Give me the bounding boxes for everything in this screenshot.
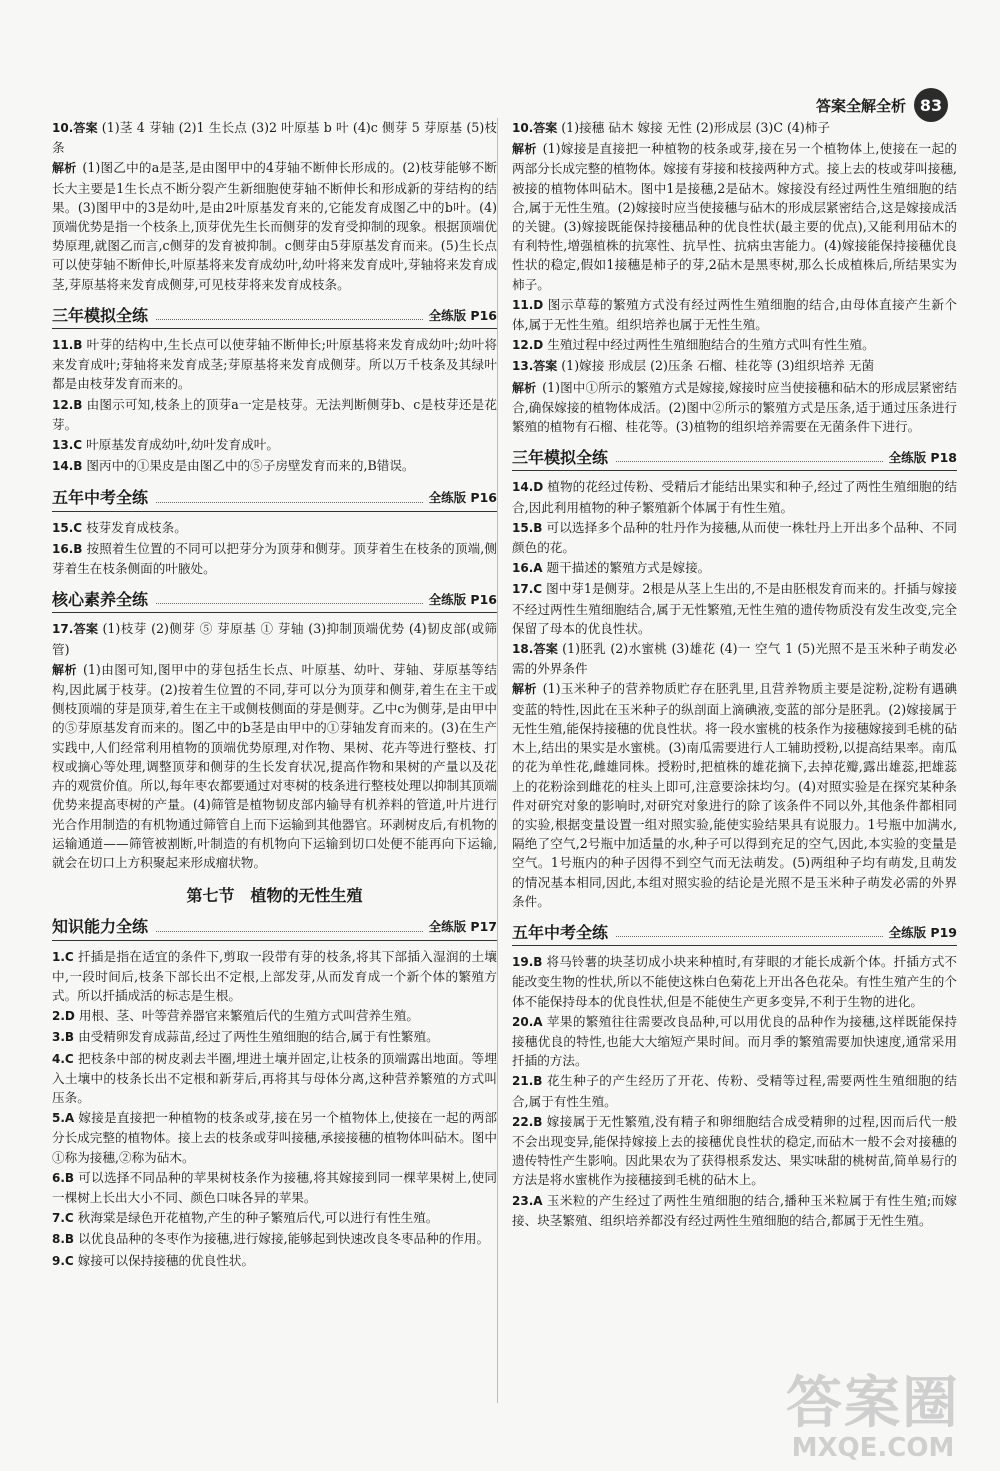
answer-text: (1)嫁接是直接把一种植物的枝条或芽,接在另一个植物体上,使接在一起的两部分长成完整的植物体。嫁接有芽接和枝接两种方式。接上去的枝或芽叫接穗,被接的植物体叫砧木。图中1是接穗,2是砧木。嫁接没有经过两性生殖细胞的结合,属于无性生殖。(2)嫁接时应当使接穗与砧木的形成层紧密结合,这是嫁接成活的关键。(3)嫁接既能保持接穗品种的优良性状(最主要的优点),又能利用砧木的有利特性,增强植株的抗寒性、抗旱性、抗病虫害能力。(4)嫁接能保持接穗优良性状的稳定,假如1接穗是柿子的芽,2砧木是黑枣树,那么长成植株后,所结果实为柿子。 — [512, 141, 957, 292]
right-column — [512, 118, 957, 1231]
answer-number: 20.A — [512, 1014, 543, 1029]
answer-text: 枝芽发育成枝条。 — [86, 519, 187, 535]
answer-entry — [512, 518, 957, 557]
answer-entry — [52, 395, 497, 434]
answer-entry — [512, 1112, 957, 1190]
answer-text: 叶芽的结构中,生长点可以使芽轴不断伸长;叶原基将来发育成幼叶;幼叶将来发育成叶;芽轴将来发育成茎;芽原基将来发育成侧芽。所以万千枝条及其绿叶都是由枝芽发育而来的。 — [52, 337, 497, 392]
answer-number: 2.D — [52, 1009, 75, 1024]
answer-text: 用根、茎、叶等营养器官来繁殖后代的生殖方式叫营养生殖。 — [78, 1008, 419, 1024]
section-title: 三年模拟全练 — [512, 448, 609, 468]
answer-text: 以优良品种的冬枣作为接穗,进行嫁接,能够起到快速改良冬枣品种的作用。 — [78, 1231, 490, 1247]
answer-text: 叶原基发育成幼叶,幼叶发育成叶。 — [86, 437, 279, 453]
section-header — [52, 488, 497, 511]
explanation — [512, 139, 957, 294]
answer-text: 嫁接属于无性繁殖,没有精子和卵细胞结合成受精卵的过程,因而后代一般不会出现变异,能保持嫁接上去的接穗优良性状的稳定,而砧木一般不会对接穗的遗传特性产生影响。因此果农为了获得根系发达、果实味甜的桃树苗,简单易行的方法是将水蜜桃作为接穗接到毛桃的砧木上。 — [512, 1113, 957, 1188]
explanation — [512, 378, 957, 437]
answer-entry — [52, 335, 497, 394]
section-ref: 全练版 P19 — [888, 924, 957, 940]
answer-number: 1.C — [52, 949, 74, 964]
answer-text: (1)玉米种子的营养物质贮存在胚乳里,且营养物质主要是淀粉,淀粉有遇碘变蓝的特性,因此在玉米种子的纵剖面上滴碘液,变蓝的部分是胚乳。(2)嫁接属于无性生殖,能保持接穗的优良性状。将一段水蜜桃的枝条作为接穗嫁接到毛桃的砧木上,结出的果实是水蜜桃。(3)南瓜需要进行人工辅助授粉,以提高结果率。南瓜的花为单性花,雌雄同株。授粉时,把植株的雄花摘下,去掉花瓣,露出雄蕊,把雄蕊上的花粉涂到雌花的柱头上即可,注意要涂抹均匀。(4)对照实验是在探究某种条件对研究对象的影响时,对研究对象进行的除了该条件不同以外,其他条件都相同的实验,根据变量设置一组对照实验,能使实验结果具有说服力。1号瓶中加满水,隔绝了空气,2号瓶中加适量的水,种子可以得到充足的空气,因此,本实验的变量是空气。1号瓶内的种子因得不到空气而无法萌发。(5)两组种子均有萌发,且萌发的情况基本相同,因此,本组对照实验的结论是光照不是玉米种子萌发必需的外界条件。 — [512, 681, 957, 909]
answer-number: 15.C — [52, 520, 83, 535]
answer-text: 把枝条中部的树皮剥去半圈,埋进土壤并固定,让枝条的顶端露出地面。等埋入土壤中的枝条长出不定根和新芽后,再将其与母体分离,这种营养繁殖的方式叫压条。 — [52, 1050, 497, 1105]
answer-number: 18.答案 — [512, 642, 559, 657]
answer-number: 5.A — [52, 1111, 75, 1126]
right-block2 — [512, 295, 957, 436]
section-ref: 全练版 P16 — [428, 307, 497, 323]
answer-entry — [52, 1049, 497, 1108]
answer-text: (1)接穗 砧木 嫁接 无性 (2)形成层 (3)C (4)柿子 — [561, 120, 830, 135]
explanation-label: 解析 — [512, 142, 537, 157]
answer-entry — [52, 1229, 497, 1249]
answer-number: 22.B — [512, 1114, 543, 1129]
answer-number: 10.答案 — [512, 121, 558, 135]
section-ref: 全练版 P16 — [428, 592, 497, 608]
dotted-leader — [156, 603, 423, 604]
answer-text: (1)枝芽 (2)侧芽 ⑤ 芽原基 ① 芽轴 (3)抑制顶端优势 (4)韧皮部(或筛管) — [52, 621, 498, 657]
answer-number: 23.A — [512, 1193, 543, 1208]
right-block3 — [512, 477, 957, 910]
right-block4 — [512, 952, 957, 1230]
answer-entry — [512, 295, 957, 334]
answer-text: 图示草莓的繁殖方式没有经过两性生殖细胞的结合,由母体直接产生新个体,属于无性生殖。组织培养也属于无性生殖。 — [512, 296, 957, 333]
section-title: 三年模拟全练 — [52, 305, 149, 325]
answer-entry — [52, 1027, 497, 1047]
answer-number: 6.B — [52, 1170, 75, 1185]
section-header — [52, 306, 497, 329]
answer-number: 15.B — [512, 520, 543, 535]
answer-entry — [52, 539, 497, 578]
answer-text: 苹果的繁殖往往需要改良品种,可以用优良的品种作为接穗,这样既能保持接穗优良的特性,也能大大缩短产果时间。而月季的繁殖需要加快速度,通常采用扦插的方法。 — [512, 1013, 957, 1069]
section-ref: 全练版 P17 — [428, 919, 497, 935]
answer-number: 10.答案 — [52, 121, 98, 135]
answer-number: 9.C — [52, 1253, 74, 1268]
watermark-logo: 答案圈 — [786, 1371, 960, 1436]
answer-text: 植物的花经过传粉、受精后才能结出果实和种子,经过了两性生殖细胞的结合,因此利用植物的种子繁殖新个体属于有性生殖。 — [512, 479, 957, 515]
column-divider — [497, 118, 498, 1403]
section-title: 知识能力全练 — [52, 917, 149, 937]
answer-number: 14.D — [512, 480, 544, 495]
left-block1 — [52, 118, 497, 294]
answer-entry — [52, 1006, 497, 1026]
section-ref: 全练版 P18 — [888, 450, 957, 466]
answer-entry — [52, 518, 497, 538]
answer-entry — [512, 639, 957, 678]
explanation-label: 解析 — [512, 682, 537, 697]
site-watermark — [786, 1359, 960, 1463]
explanation — [52, 660, 497, 872]
answer-number: 17.答案 — [52, 622, 99, 637]
dotted-leader — [156, 931, 423, 932]
section-title: 核心素养全练 — [52, 590, 149, 610]
answer-text: 秋海棠是绿色开花植物,产生的种子繁殖后代,可以进行有性生殖。 — [77, 1210, 439, 1226]
answer-text: 由受精卵发育成蒜苗,经过了两性生殖细胞的结合,属于有性繁殖。 — [78, 1029, 439, 1045]
explanation-label: 解析 — [52, 161, 77, 176]
answer-text: (1)图乙中的a是茎,是由图甲中的4芽轴不断伸长形成的。(2)枝芽能够不断长大主要是1生长点不断分裂产生新细胞使芽轴不断伸长和形成新的芽结构的结果。(3)图甲中的3是幼叶,是由2叶原基发育来的,它能发育成图乙中的b叶。(4)顶端优势是指一个枝条上,顶芽优先生长而侧芽的发育受抑制的现象。根据顶端优势原理,就图乙而言,c侧芽的发育被抑制。c侧芽由5芽原基发育而来。(5)生长点可以使芽轴不断伸长,叶原基将来发育成幼叶,幼叶将来发育成叶,芽轴将来发育成茎,芽原基将来发育成侧芽,可见枝芽将来发育成枝条。 — [52, 160, 497, 292]
dotted-leader — [616, 461, 883, 462]
answer-entry — [52, 619, 497, 658]
answer-text: 可以选择多个品种的牡丹作为接穗,从而使一株牡丹上开出多个品种、不同颜色的花。 — [512, 519, 957, 556]
answer-entry — [52, 947, 497, 1006]
explanation — [512, 679, 957, 910]
answer-number: 8.B — [52, 1232, 75, 1247]
explanation — [52, 158, 497, 293]
answer-number: 12.D — [512, 338, 544, 353]
answer-number: 19.B — [512, 955, 543, 970]
answer-text: 将马铃薯的块茎切成小块来种植时,有芽眼的才能长成新个体。扦插方式不能改变生物的性状,所以不能使这株白色菊花上开出各色花朵。有性生殖产生的个体不能保持母本的优良性状,但是不能使生产更多变异,不利于生物的进化。 — [512, 954, 957, 1009]
section-ref: 全练版 P16 — [428, 490, 497, 506]
answer-number: 13.C — [52, 438, 83, 453]
answer-text: 生殖过程中经过两性生殖细胞结合的生殖方式叫有性生殖。 — [547, 337, 875, 353]
section-header — [512, 923, 957, 946]
answer-text: 按照着生位置的不同可以把芽分为顶芽和侧芽。顶芽着生在枝条的顶端,侧芽着生在枝条侧面的叶腋处。 — [52, 540, 497, 577]
left-block2 — [52, 335, 497, 476]
section-header — [512, 448, 957, 471]
answer-entry — [52, 435, 497, 455]
answer-number: 16.B — [52, 541, 83, 556]
answer-number: 17.C — [512, 582, 543, 597]
dotted-leader — [156, 319, 423, 320]
answer-text: 图中芽1是侧芽。2根是从茎上生出的,不是由胚根发育而来的。扦插与嫁接不经过两性生殖细胞结合,属于无性繁殖,无性生殖的遗传物质没有发生改变,完全保留了母本的优良性状。 — [512, 581, 957, 636]
header-title: 答案全解全析 — [815, 96, 906, 115]
answer-text: 由图示可知,枝条上的顶芽a一定是枝芽。无法判断侧芽b、c是枝芽还是花芽。 — [52, 396, 497, 432]
answer-text: 花生种子的产生经历了开花、传粉、受精等过程,需要两性生殖细胞的结合,属于有性生殖。 — [512, 1073, 957, 1109]
answer-number: 21.B — [512, 1074, 543, 1089]
answer-entry — [52, 1251, 497, 1271]
answer-entry — [512, 1191, 957, 1230]
answer-number: 3.B — [52, 1030, 75, 1045]
answer-number: 7.C — [52, 1211, 74, 1226]
left-block3 — [52, 518, 497, 579]
answer-number: 11.D — [512, 297, 544, 312]
right-block1 — [512, 118, 957, 294]
answer-number: 11.B — [52, 338, 83, 353]
answer-text: (1)嫁接 形成层 (2)压条 石榴、桂花等 (3)组织培养 无菌 — [561, 358, 875, 374]
section-header — [52, 917, 497, 940]
answer-entry — [512, 1071, 957, 1110]
answer-entry — [52, 1208, 497, 1228]
answer-entry — [512, 118, 957, 138]
section-title: 五年中考全练 — [52, 488, 149, 508]
dotted-leader — [616, 936, 883, 937]
page-header — [816, 88, 948, 122]
explanation-label: 解析 — [512, 380, 537, 395]
answer-text: (1)图中①所示的繁殖方式是嫁接,嫁接时应当使接穗和砧木的形成层紧密结合,确保嫁接的植物体成活。(2)图中②所示的繁殖方式是压条,适于通过压条进行繁殖的植物有石榴、桂花等。(3)植物的组织培养需要在无菌条件下进行。 — [512, 379, 957, 435]
answer-text: 嫁接是直接把一种植物的枝条或芽,接在另一个植物体上,使接在一起的两部分长成完整的植物体。接上去的枝条或芽叫接穗,承接接穗的植物体叫砧木。图中①称为接穗,②称为砧木。 — [52, 1110, 497, 1165]
answer-entry — [512, 335, 957, 355]
explanation-label: 解析 — [52, 662, 77, 677]
answer-entry — [512, 477, 957, 516]
answer-number: 12.B — [52, 397, 83, 412]
watermark-url: MXQE.COM — [791, 1433, 955, 1463]
dotted-leader — [156, 502, 423, 503]
left-block5 — [52, 947, 497, 1271]
answer-text: 图丙中的①果皮是由图乙中的⑤子房壁发育而来的,B错误。 — [86, 458, 415, 474]
answer-text: 扦插是指在适宜的条件下,剪取一段带有芽的枝条,将其下部插入湿润的土壤中,一段时间后,枝条下部长出不定根,上部发芽,从而发育成一个新个体的繁殖方式。所以扦插成活的标志是生根。 — [52, 948, 497, 1003]
answer-entry — [52, 1108, 497, 1167]
answer-number: 4.C — [52, 1051, 74, 1066]
answer-text: (1)由图可知,图甲中的芽包括生长点、叶原基、幼叶、芽轴、芽原基等结构,因此属于枝芽。(2)按着生位置的不同,芽可以分为顶芽和侧芽,着生在主干或侧枝顶端的芽是顶芽,着生在主干或侧枝侧面的芽是侧芽。乙中c为侧芽,是由甲中的⑤芽原基发育而来的。图乙中的b茎是由甲中的①芽轴发育而来的。(3)在生产实践中,人们经常利用植物的顶端优势原理,对作物、果树、花卉等进行整枝、打杈或摘心等处理,调整顶芽和侧芽的生长发育状况,提高作物和果树的产量以及花卉的观赏价值。所以,每年枣农都要通过对枣树的枝条进行整枝处理以抑制其顶端优势来提高枣树的产量。(4)筛管是植物韧皮部内输导有机养料的管道,叶片进行光合作用制造的有机物通过筛管自上而下运输到其他器官。环剥树皮后,有机物的运输通道——筛管被割断,叶制造的有机物向下运输到切口处便不能再向下运输,就会在切口上方积聚起来形成瘤状物。 — [52, 661, 497, 870]
section-header — [52, 590, 497, 613]
answer-text: 题干描述的繁殖方式是嫁接。 — [546, 560, 711, 576]
answer-entry — [512, 356, 957, 376]
answer-entry — [512, 1012, 957, 1071]
answer-entry — [52, 456, 497, 476]
answer-entry — [512, 952, 957, 1011]
left-column — [52, 118, 497, 1272]
answer-text: (1)茎 4 芽轴 (2)1 生长点 (3)2 叶原基 b 叶 (4)c 侧芽 5 芽原基 (5)枝条 — [52, 120, 497, 156]
answer-text: 嫁接可以保持接穗的优良性状。 — [77, 1252, 255, 1268]
answer-entry — [52, 118, 497, 157]
page-number: 83 — [914, 88, 948, 122]
answer-entry — [512, 579, 957, 638]
section-title: 五年中考全练 — [512, 922, 609, 942]
answer-entry — [52, 1168, 497, 1207]
left-block4 — [52, 619, 497, 872]
answer-entry — [512, 558, 957, 578]
answer-text: 可以选择不同品种的苹果树枝条作为接穗,将其嫁接到同一棵苹果树上,使同一棵树上长出大小不同、颜色口味各异的苹果。 — [52, 1169, 497, 1205]
answer-number: 14.B — [52, 459, 83, 474]
answer-text: 玉米粒的产生经过了两性生殖细胞的结合,播种玉米粒属于有性生殖;而嫁接、块茎繁殖、组织培养都没有经过两性生殖细胞的结合,都属于无性生殖。 — [512, 1192, 957, 1228]
chapter-title: 第七节 植物的无性生殖 — [186, 886, 363, 906]
answer-number: 16.A — [512, 561, 543, 576]
answer-number: 13.答案 — [512, 359, 558, 374]
answer-text: (1)胚乳 (2)水蜜桃 (3)雄花 (4)一 空气 1 (5)光照不是玉米种子萌发必需的外界条件 — [512, 641, 957, 677]
